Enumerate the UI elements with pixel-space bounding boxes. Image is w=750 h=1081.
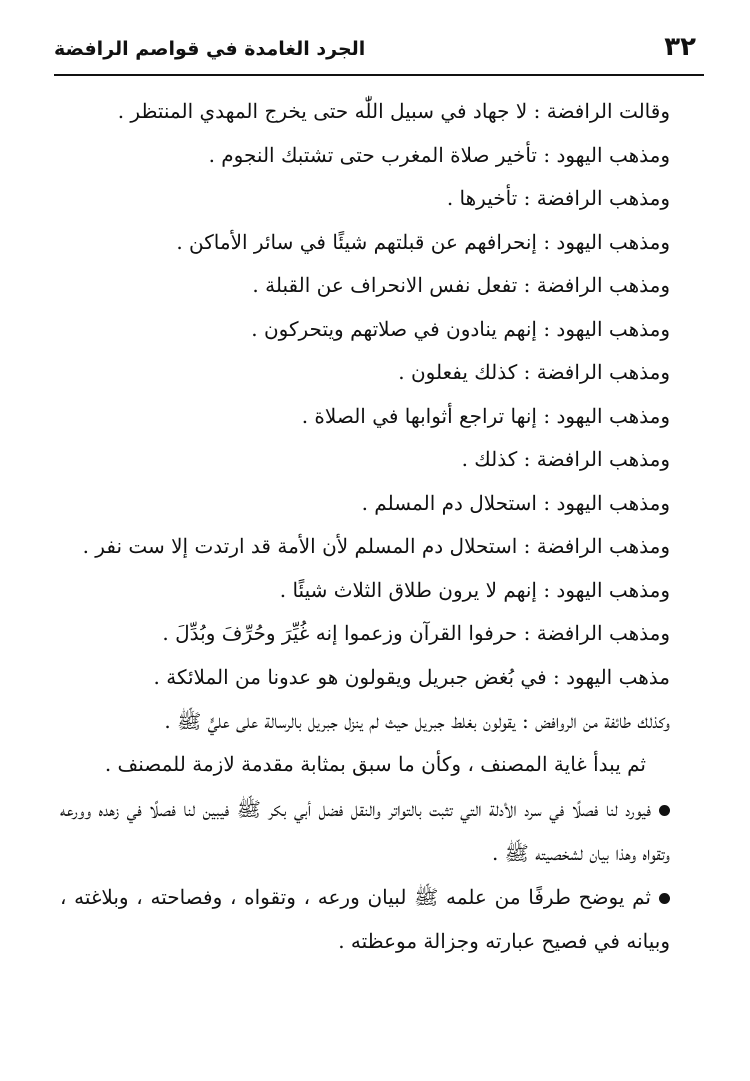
bullet-item <box>60 787 670 875</box>
text-line: ومذهب اليهود : إنها تراجع أثوابها في الصلاة . <box>301 403 670 428</box>
page-header <box>54 30 704 70</box>
paragraph-gabriel: وكذلك طائفة من الروافض : يقولون بغلط جبريل حيث لم ينزل جبريل بالرسالة على عليٍّ ﷺ . <box>164 709 670 733</box>
bullet-text: فيورد لنا فصلًا في سرد الأدلة التي تثبت بالتواتر والنقل فضل أبي بكر ﷺ فيبين لنا فصلًا في زهده وورعه وتقواه وهذا بيان لشخصيته ﷺ . <box>60 796 670 865</box>
text-line: ومذهب اليهود : تأخير صلاة المغرب حتى تشتبك النجوم . <box>208 142 670 167</box>
header-divider <box>54 74 704 76</box>
text-line: ومذهب اليهود : إنحرافهم عن قبلتهم شيئًا في سائر الأماكن . <box>176 229 670 254</box>
text-line: ومذهب اليهود : إنهم لا يرون طلاق الثلاث شيئًا . <box>279 577 670 602</box>
text-line: ومذهب الرافضة : حرفوا القرآن وزعموا إنه غُيِّرَ وحُرِّفَ وبُدِّلَ . <box>162 621 670 645</box>
bullet-icon <box>659 893 670 904</box>
bullet-icon <box>659 805 670 816</box>
text-line: ومذهب اليهود : استحلال دم المسلم . <box>361 490 670 515</box>
bullet-text: ثم يوضح طرفًا من علمه ﷺ لبيان ورعه ، وتقواه ، وفصاحته ، وبلاغته ، وبيانه في فصيح عبارته وجزالة موعظته . <box>60 884 670 953</box>
text-line: ومذهب الرافضة : تفعل نفس الانحراف عن القبلة . <box>252 273 670 297</box>
text-line: وقالت الرافضة : لا جهاد في سبيل اللّٰه حتى يخرج المهدي المنتظر . <box>117 99 670 123</box>
paragraph-intro: ثم يبدأ غاية المصنف ، وكأن ما سبق بمثابة مقدمة لازمة للمصنف . <box>104 752 646 776</box>
text-line: ومذهب الرافضة : استحلال دم المسلم لأن الأمة قد ارتدت إلا ست نفر . <box>82 534 670 558</box>
page-number: ٣٢ <box>664 32 696 62</box>
body-text <box>60 90 670 963</box>
text-line: مذهب اليهود : في بُغض جبريل ويقولون هو عدونا من الملائكة . <box>153 664 670 689</box>
running-title: الجرد الغامدة في قواصم الرافضة <box>54 38 366 60</box>
text-line: ومذهب اليهود : إنهم ينادون في صلاتهم ويتحركون . <box>251 316 670 341</box>
text-line: ومذهب الرافضة : كذلك . <box>461 447 670 471</box>
text-line: ومذهب الرافضة : كذلك يفعلون . <box>398 360 670 384</box>
bullet-item <box>60 875 670 963</box>
text-line: ومذهب الرافضة : تأخيرها . <box>446 186 670 210</box>
